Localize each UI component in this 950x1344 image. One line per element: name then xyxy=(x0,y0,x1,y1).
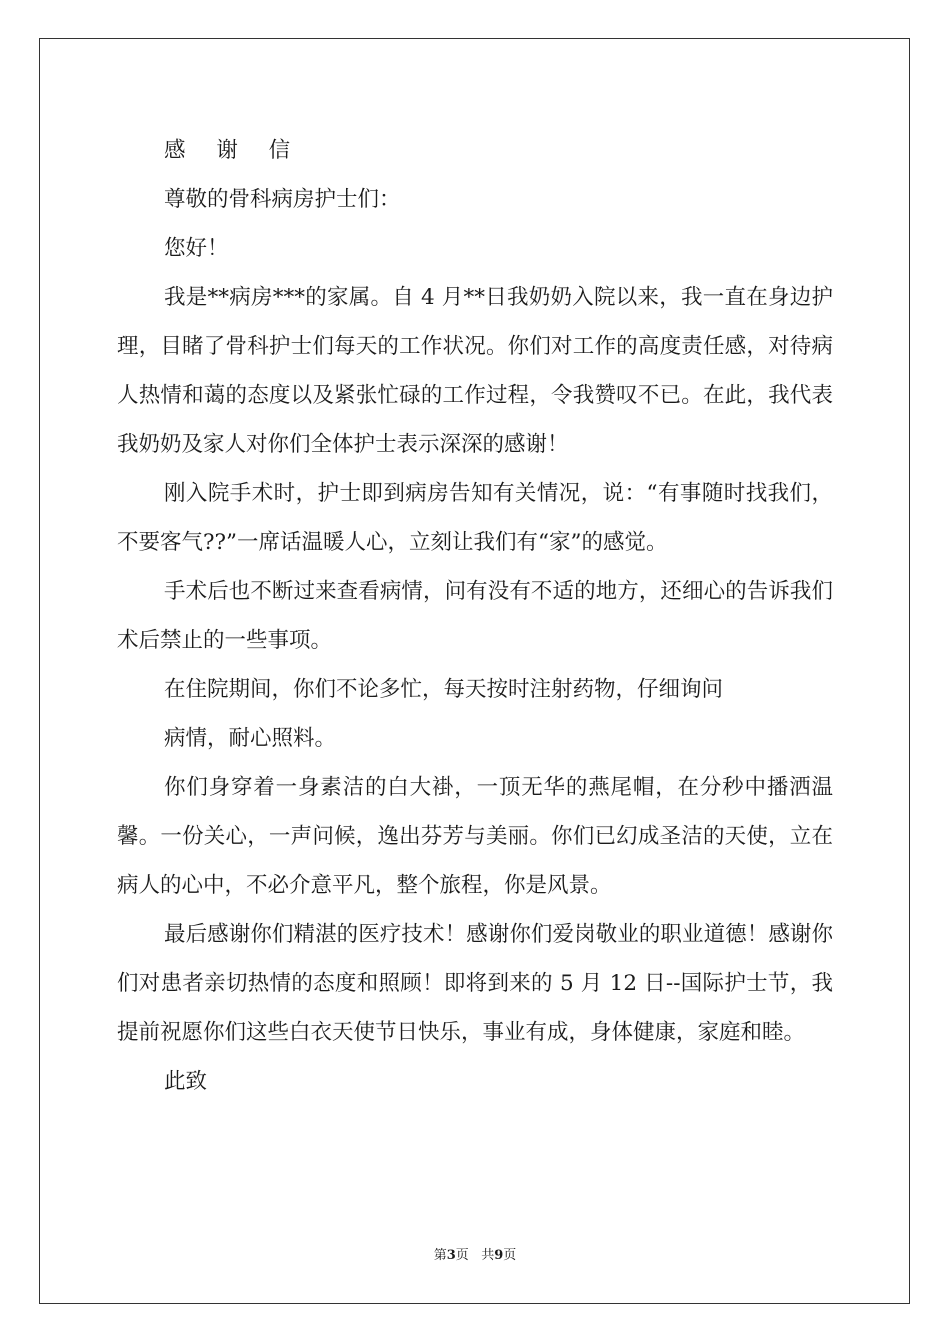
paragraph-line: 病情，耐心照料。 xyxy=(164,726,337,751)
paragraph: 你们身穿着一身素洁的白大褂，一顶无华的燕尾帽，在分秒中播洒温馨。一份关心，一声问候，逸出芬芳与美丽。你们已幻成圣洁的天使，立在病人的心中，不必介意平凡，整个旅程，你是风景。 xyxy=(117,775,833,898)
letter-body xyxy=(117,126,833,1106)
page-footer xyxy=(0,1244,950,1263)
paragraph: 最后感谢你们精湛的医疗技术！感谢你们爱岗敬业的职业道德！感谢你们对患者亲切热情的态度和照顾！即将到来的 5 月 12 日--国际护士节，我提前祝愿你们这些白衣天使节日快乐，事业有成，身体健康，家庭和睦。 xyxy=(117,922,833,1045)
total-suffix: 页 xyxy=(503,1248,517,1263)
paragraph: 我是**病房***的家属。自 4 月**日我奶奶入院以来，我一直在身边护理，目睹了骨科护士们每天的工作状况。你们对工作的高度责任感，对待病人热情和蔼的态度以及紧张忙碌的工作过程，令我赞叹不已。在此，我代表我奶奶及家人对你们全体护士表示深深的感谢！ xyxy=(117,285,833,457)
letter-title: 感 谢 信 xyxy=(164,138,303,163)
page-total: 9 xyxy=(494,1248,504,1263)
paragraph: 手术后也不断过来查看病情，问有没有不适的地方，还细心的告诉我们术后禁止的一些事项。 xyxy=(117,579,833,653)
page-current: 3 xyxy=(446,1248,456,1263)
paragraph: 刚入院手术时，护士即到病房告知有关情况，说：“有事随时找我们，不要客气??”一席话温暖人心，立刻让我们有“家”的感觉。 xyxy=(117,481,833,555)
salutation: 尊敬的骨科病房护士们： xyxy=(164,187,401,212)
closing: 此致 xyxy=(164,1069,208,1094)
greeting: 您好！ xyxy=(164,236,229,261)
page-suffix: 页 xyxy=(455,1248,469,1263)
page-prefix: 第 xyxy=(433,1248,447,1263)
total-prefix: 共 xyxy=(481,1248,495,1263)
paragraph-line: 在住院期间，你们不论多忙，每天按时注射药物，仔细询问 xyxy=(164,677,724,702)
